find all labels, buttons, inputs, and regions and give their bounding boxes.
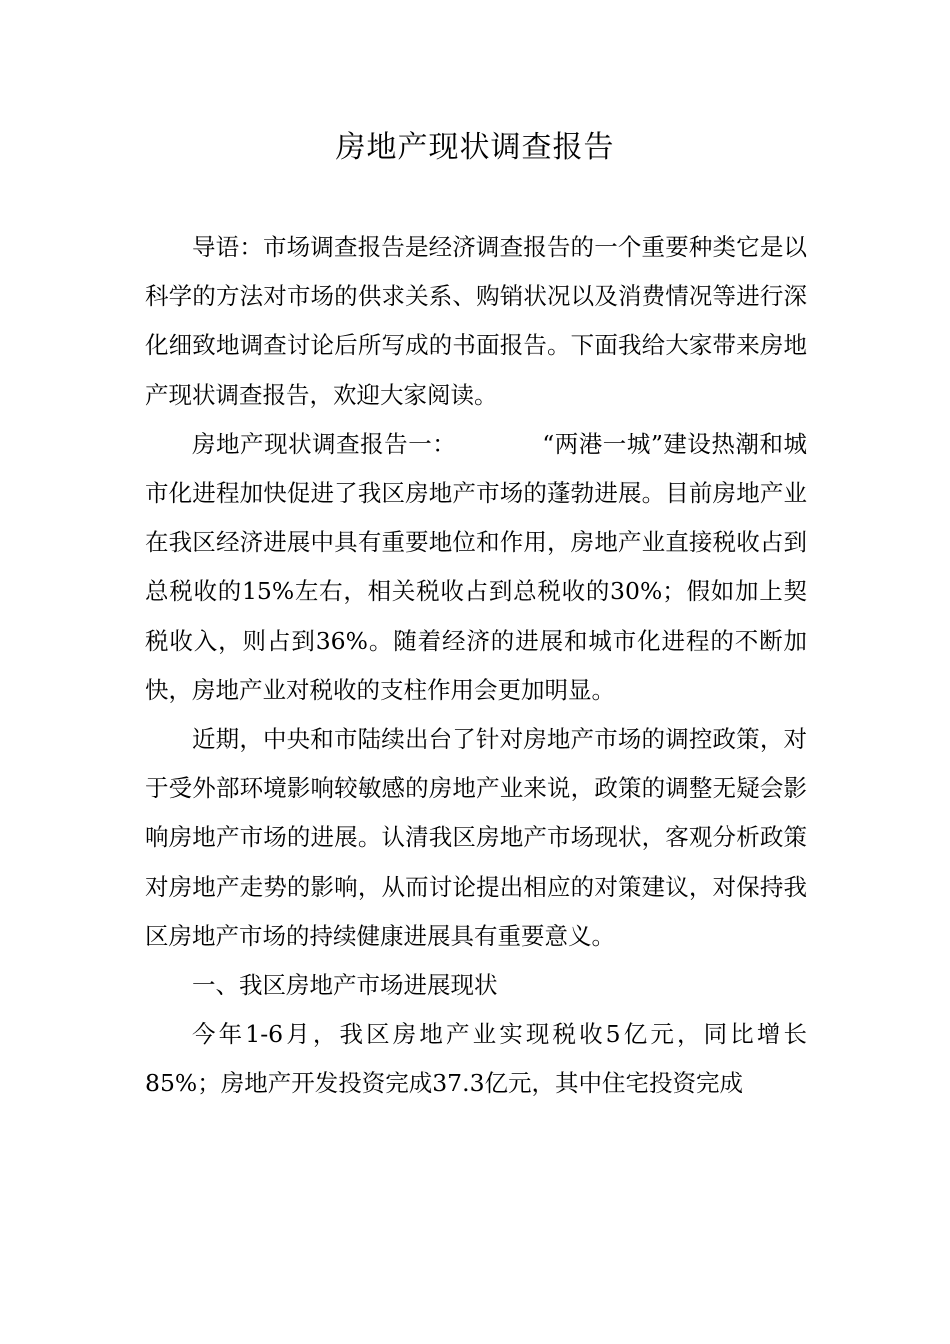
- section-heading-1: 一、我区房地产市场进展现状: [192, 971, 498, 1000]
- intro-paragraph: 导语：市场调查报告是经济调查报告的一个重要种类它是以科学的方法对市场的供求关系、购销状况以及消费情况等进行深化细致地调查讨论后所写成的书面报告。下面我给大家带来房地产现状调查报告，欢迎大家阅读。: [145, 233, 807, 409]
- document-title: 房地产现状调查报告: [335, 130, 615, 165]
- report-paragraph-1-text: “两港一城”建设热潮和城市化进程加快促进了我区房地产市场的蓬勃进展。目前房地产业在我区经济进展中具有重要地位和作用，房地产业直接税收占到总税收的15%左右，相关税收占到总税收的30%；假如加上契税收入，则占到36%。随着经济的进展和城市化进程的不断加快，房地产业对税收的支柱作用会更加明显。: [145, 429, 807, 704]
- document-body: [145, 223, 807, 1109]
- report-paragraph-3: 今年1-6月，我区房地产业实现税收5亿元，同比增长85%；房地产开发投资完成37.3亿元，其中住宅投资完成: [145, 1020, 807, 1098]
- report-paragraph-2: 近期，中央和市陆续出台了针对房地产市场的调控政策，对于受外部环境影响较敏感的房地产业来说，政策的调整无疑会影响房地产市场的进展。认清我区房地产市场现状，客观分析政策对房地产走势的影响，从而讨论提出相应的对策建议，对保持我区房地产市场的持续健康进展具有重要意义。: [145, 725, 807, 950]
- report-paragraph-1: [145, 420, 807, 715]
- report-label: 房地产现状调查报告一：: [192, 429, 457, 458]
